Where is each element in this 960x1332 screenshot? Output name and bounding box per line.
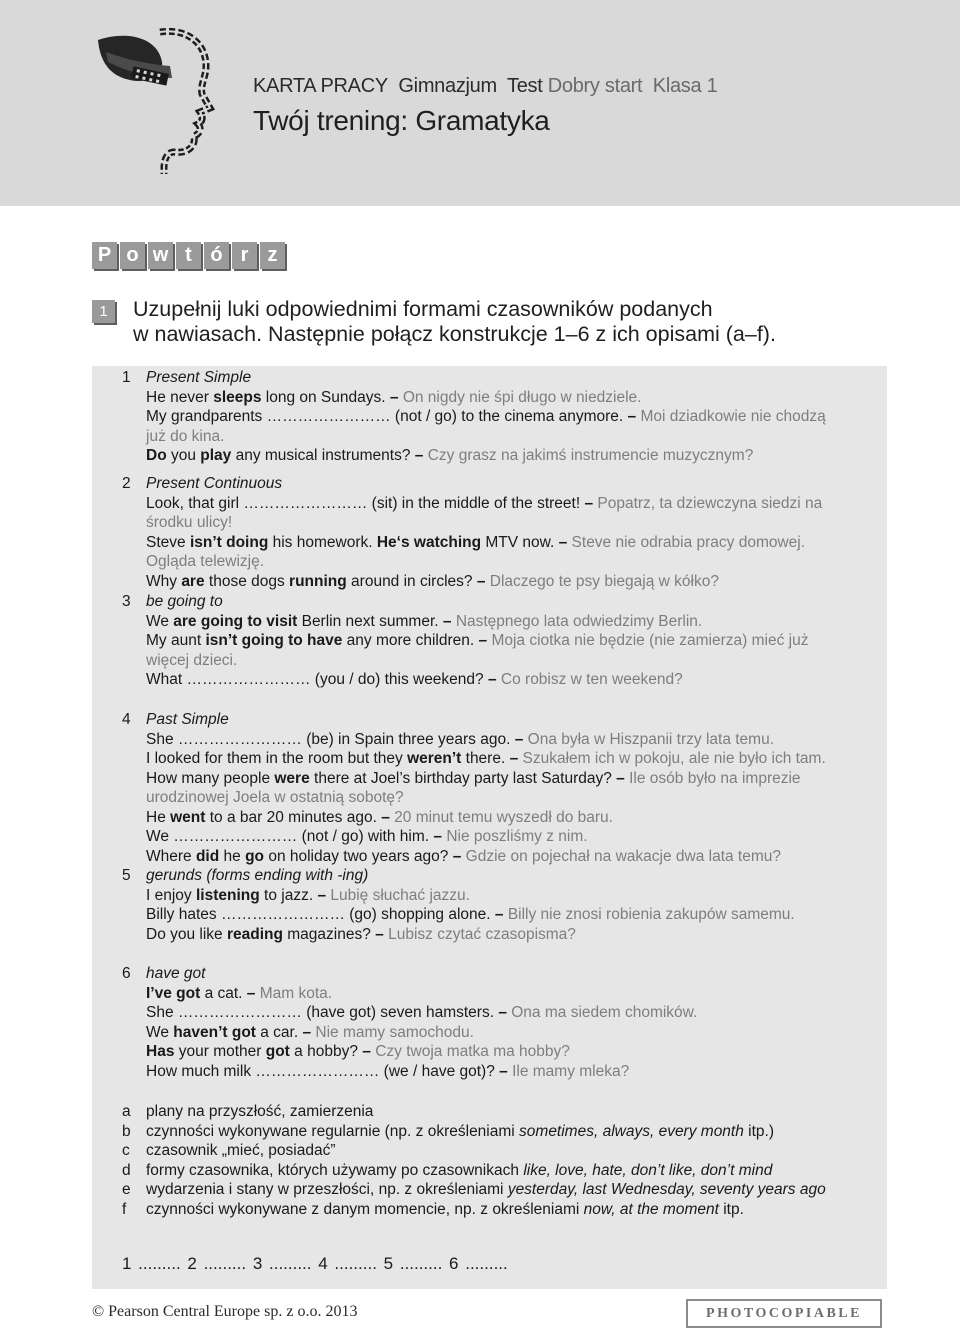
description-fragment: wydarzenia i stany w przeszłości, np. z określeniami xyxy=(146,1181,508,1198)
sentence-text: She …………………… (have got) seven hamsters. xyxy=(146,1004,499,1021)
description-text xyxy=(146,1141,336,1161)
polish-translation: Następnego lata odwiedzimy Berlin. xyxy=(455,612,703,630)
highlighted-verb-form: – xyxy=(452,847,466,865)
sentence-text: any more children. xyxy=(342,632,479,649)
sentence-text: We xyxy=(146,1023,174,1041)
sentence-text: She …………………… (be) in Spain three years ago. xyxy=(146,730,515,748)
highlighted-verb-form: got xyxy=(265,1043,290,1060)
example-sentence-line xyxy=(146,1023,882,1043)
header-band xyxy=(0,0,960,206)
polish-translation: już do kina. xyxy=(146,427,225,445)
description-text xyxy=(146,1180,826,1200)
highlighted-verb-form: sleeps xyxy=(213,388,262,406)
example-sentence-line xyxy=(146,905,882,925)
sentence-text: a car. xyxy=(255,1023,303,1041)
section-title: be going to xyxy=(146,593,223,610)
highlighted-verb-form: – xyxy=(494,906,508,923)
polish-translation: Co robisz w ten weekend? xyxy=(500,671,683,688)
highlighted-verb-form: – xyxy=(558,533,572,551)
exercise-panel xyxy=(92,366,887,1289)
highlighted-verb-form: – xyxy=(514,730,528,748)
section-title: Present Continuous xyxy=(146,475,283,492)
example-sentence-line xyxy=(146,552,882,572)
section-number: 6 xyxy=(122,965,131,982)
highlighted-verb-form: weren’t xyxy=(407,750,462,767)
highlighted-verb-form: – xyxy=(584,494,598,512)
highlighted-verb-form: – xyxy=(442,612,456,630)
section-number: 3 xyxy=(122,593,131,610)
exercise-number-badge: 1 xyxy=(92,300,115,323)
description-letter: f xyxy=(122,1200,127,1218)
polish-translation: On nigdy nie śpi długo w niedziele. xyxy=(402,388,642,406)
highlighted-verb-form: – xyxy=(487,671,501,688)
sentence-text: MTV now. xyxy=(481,533,559,551)
highlighted-verb-form: – xyxy=(414,447,428,464)
sentence-text: Where xyxy=(146,847,196,865)
sentence-text: Berlin next summer. xyxy=(297,612,443,630)
polish-translation: Gdzie on pojechał na wakacje dwa lata temu? xyxy=(465,847,782,865)
highlighted-verb-form: play xyxy=(200,447,232,464)
section-number: 5 xyxy=(122,867,131,884)
description-item xyxy=(122,1161,826,1181)
section-number: 2 xyxy=(122,475,131,492)
polish-translation: środku ulicy! xyxy=(146,514,233,531)
page-title: Twój trening: Gramatyka xyxy=(253,105,550,136)
example-sentence-line xyxy=(146,513,882,533)
time-expression-examples: like, love, hate, don’t like, don’t mind xyxy=(523,1161,773,1179)
highlighted-verb-form: – xyxy=(375,925,389,943)
sentence-text: Look, that girl …………………… (sit) in the middle of the street! xyxy=(146,494,585,512)
polish-translation: Steve nie odrabia pracy domowej. xyxy=(571,533,806,551)
highlighted-verb-form: – xyxy=(389,388,403,406)
highlighted-verb-form: were xyxy=(274,769,310,787)
powtorz-letter-tile: t xyxy=(176,242,201,269)
highlighted-verb-form: haven’t got xyxy=(173,1023,256,1041)
example-sentence-line xyxy=(146,886,882,906)
polish-translation: Lubisz czytać czasopisma? xyxy=(388,925,576,943)
test-label: Test xyxy=(507,75,543,97)
polish-translation: więcej dzieci. xyxy=(146,651,238,669)
time-expression-examples: sometimes, always, every month xyxy=(519,1122,744,1140)
highlighted-verb-form: running xyxy=(289,572,347,590)
description-text xyxy=(146,1122,774,1142)
polish-translation: urodzinowej Joela w ostatnią sobotę? xyxy=(146,789,404,806)
polish-translation: Ile osób było na imprezie xyxy=(629,769,801,787)
highlighted-verb-form: I’ve got xyxy=(146,984,201,1002)
example-sentence-line xyxy=(146,631,882,651)
sentence-text: his homework. xyxy=(268,533,377,551)
sentence-text: there. xyxy=(461,750,510,767)
example-sentence-line xyxy=(146,1003,882,1023)
highlighted-verb-form: – xyxy=(381,808,395,826)
highlighted-verb-form: – xyxy=(302,1023,316,1041)
polish-translation: Moi dziadkowie nie chodzą xyxy=(640,408,826,425)
highlighted-verb-form: – xyxy=(476,572,490,590)
polish-translation: Moja ciotka nie będzie (nie zamierza) mieć już xyxy=(491,632,809,649)
highlighted-verb-form: – xyxy=(362,1043,376,1060)
descriptions-list xyxy=(122,1102,826,1219)
section-title: Past Simple xyxy=(146,711,229,728)
highlighted-verb-form: – xyxy=(433,828,447,845)
sentence-text: a cat. xyxy=(200,984,247,1002)
polish-translation: Mam kota. xyxy=(259,984,333,1002)
sentence-text: he xyxy=(219,847,246,865)
highlighted-verb-form: went xyxy=(170,808,206,826)
sentence-text: on holiday two years ago? xyxy=(264,847,453,865)
description-fragment: czasownik „mieć, posiadać” xyxy=(146,1142,336,1159)
description-letter: a xyxy=(122,1103,131,1120)
powtorz-banner xyxy=(92,242,285,269)
section-title: gerunds (forms ending with -ing) xyxy=(146,867,369,884)
polish-translation: 20 minut temu wyszedł do baru. xyxy=(394,808,613,826)
polish-translation: Billy nie znosi robienia zakupów samemu. xyxy=(507,906,795,923)
powtorz-letter-tile: ó xyxy=(204,242,229,269)
sentence-text: your mother xyxy=(174,1043,266,1060)
time-expression-examples: yesterday, last Wednesday, seventy years ago xyxy=(507,1181,826,1198)
description-letter: b xyxy=(122,1122,131,1140)
sentence-text: long on Sundays. xyxy=(261,388,390,406)
polish-translation: Lubię słuchać jazzu. xyxy=(330,886,470,904)
polish-translation: Nie mamy samochodu. xyxy=(315,1023,474,1041)
description-item xyxy=(122,1141,826,1161)
polish-translation: Ona była w Hiszpanii trzy lata temu. xyxy=(527,730,775,748)
polish-translation: Popatrz, ta dziewczyna siedzi na xyxy=(597,494,823,512)
example-sentence-line xyxy=(146,388,882,408)
sentence-text: Billy hates …………………… (go) shopping alone. xyxy=(146,906,495,923)
school-level-label: Gimnazjum xyxy=(398,75,497,97)
sentence-text: a hobby? xyxy=(289,1043,363,1060)
sentence-text: you xyxy=(166,447,201,464)
sentence-text: How much milk …………………… (we / have got)? xyxy=(146,1062,500,1080)
example-sentence-line xyxy=(146,827,882,847)
highlighted-verb-form: isn’t doing xyxy=(189,533,269,551)
description-letter: e xyxy=(122,1181,131,1198)
section-title: Present Simple xyxy=(146,369,252,386)
highlighted-verb-form: – xyxy=(246,984,260,1002)
sentence-text: What …………………… (you / do) this weekend? xyxy=(146,671,488,688)
highlighted-verb-form: listening xyxy=(195,886,260,904)
example-sentence-line xyxy=(146,1062,882,1082)
highlighted-verb-form: reading xyxy=(226,925,283,943)
worksheet-header-line xyxy=(253,75,717,98)
description-fragment: formy czasownika, których używamy po czasownikach xyxy=(146,1161,524,1179)
description-fragment: itp.) xyxy=(743,1122,775,1140)
sentence-text: Steve xyxy=(146,533,190,551)
time-expression-examples: now, at the moment xyxy=(583,1200,719,1218)
example-sentence-line xyxy=(146,847,882,867)
polish-translation: Czy grasz na jakimś instrumencie muzycznym? xyxy=(427,447,754,464)
example-sentence-line xyxy=(146,808,882,828)
course-name-label: Dobry start xyxy=(547,75,643,97)
example-sentence-line xyxy=(146,427,882,447)
description-item xyxy=(122,1122,826,1142)
highlighted-verb-form: – xyxy=(478,632,492,649)
example-sentence-line xyxy=(146,749,882,769)
example-sentence-line xyxy=(146,925,882,945)
polish-translation: Ona ma siedem chomików. xyxy=(511,1004,698,1021)
highlighted-verb-form: – xyxy=(616,769,630,787)
description-text xyxy=(146,1102,373,1122)
class-label: Klasa 1 xyxy=(652,75,718,97)
highlighted-verb-form: are going to visit xyxy=(173,612,298,630)
highlighted-verb-form: – xyxy=(627,408,641,425)
powtorz-letter-tile: o xyxy=(120,242,145,269)
sentence-text: around in circles? xyxy=(346,572,477,590)
sentence-text: there at Joel’s birthday party last Saturday? xyxy=(309,769,617,787)
sentence-text: My grandparents …………………… (not / go) to the cinema anymore. xyxy=(146,408,628,425)
section-title: have got xyxy=(146,965,206,982)
example-sentence-line xyxy=(146,984,882,1004)
instruction-line: Uzupełnij luki odpowiednimi formami czasowników podanych xyxy=(133,297,713,321)
highlighted-verb-form: He‘s watching xyxy=(376,533,482,551)
exercise-instruction xyxy=(133,297,776,347)
polish-translation: Czy twoja matka ma hobby? xyxy=(375,1043,570,1060)
example-sentence-line xyxy=(146,494,882,514)
sentence-text: those dogs xyxy=(204,572,290,590)
description-item xyxy=(122,1102,826,1122)
description-fragment: plany na przyszłość, zamierzenia xyxy=(146,1103,374,1120)
polish-translation: Ogląda telewizję. xyxy=(146,553,265,570)
sentence-text: I enjoy xyxy=(146,886,196,904)
highlighted-verb-form: – xyxy=(499,1062,513,1080)
example-sentence-line xyxy=(146,612,882,632)
highlighted-verb-form: Has xyxy=(146,1043,175,1060)
description-letter: c xyxy=(122,1142,130,1159)
highlighted-verb-form: isn’t going to have xyxy=(205,632,343,649)
description-fragment: czynności wykonywane z danym momencie, np. z określeniami xyxy=(146,1200,584,1218)
sentence-text: Why xyxy=(146,572,182,590)
sentence-text: How many people xyxy=(146,769,275,787)
polish-translation: Dlaczego te psy biegają w kółko? xyxy=(489,572,719,590)
description-letter: d xyxy=(122,1161,131,1179)
polish-translation: Szukałem ich w pokoju, ale nie było ich tam. xyxy=(522,750,826,767)
copyright-notice: © Pearson Central Europe sp. z o.o. 2013 xyxy=(92,1303,358,1320)
description-item xyxy=(122,1180,826,1200)
highlighted-verb-form: did xyxy=(195,847,220,865)
powtorz-letter-tile: P xyxy=(92,242,117,269)
polish-translation: Nie poszliśmy z nim. xyxy=(446,828,588,845)
photocopiable-stamp: PHOTOCOPIABLE xyxy=(686,1299,882,1328)
sentence-text: magazines? xyxy=(282,925,376,943)
description-item xyxy=(122,1200,826,1220)
description-fragment: itp. xyxy=(718,1200,744,1218)
highlighted-verb-form: are xyxy=(181,572,205,590)
instruction-line: w nawiasach. Następnie połącz konstrukcje 1–6 z ich opisami (a–f). xyxy=(133,322,776,346)
sentence-text: He never xyxy=(146,388,214,406)
sentence-text: I looked for them in the room but they xyxy=(146,750,408,767)
section-number: 1 xyxy=(122,369,131,386)
example-sentence-line xyxy=(146,730,882,750)
highlighted-verb-form: – xyxy=(498,1004,512,1021)
section-number: 4 xyxy=(122,711,131,728)
description-fragment: czynności wykonywane regularnie (np. z określeniami xyxy=(146,1122,520,1140)
highlighted-verb-form: – xyxy=(317,886,331,904)
polish-translation: Ile mamy mleka? xyxy=(512,1062,630,1080)
highlighted-verb-form: go xyxy=(245,847,265,865)
powtorz-letter-tile: w xyxy=(148,242,173,269)
example-sentence-line xyxy=(146,788,882,808)
highlighted-verb-form: Do xyxy=(146,447,167,464)
powtorz-letter-tile: z xyxy=(260,242,285,269)
answer-blanks: 1 ......... 2 ......... 3 ......... 4 ......... 5 ......... 6 ......... xyxy=(122,1254,508,1273)
example-sentence-line xyxy=(146,651,882,671)
example-sentence-line xyxy=(146,572,882,592)
example-sentence-line xyxy=(146,446,882,466)
example-sentence-line xyxy=(146,1042,882,1062)
example-sentence-line xyxy=(146,407,882,427)
description-text xyxy=(146,1200,744,1220)
sentence-text: any musical instruments? xyxy=(231,447,415,464)
sentence-text: He xyxy=(146,808,171,826)
highlighted-verb-form: – xyxy=(509,750,523,767)
example-sentence-line xyxy=(146,533,882,553)
sentence-text: My aunt xyxy=(146,632,206,649)
head-profile-film-logo-icon xyxy=(88,22,218,182)
sentence-text: to a bar 20 minutes ago. xyxy=(205,808,382,826)
sentence-text: to jazz. xyxy=(259,886,318,904)
sentence-text: We …………………… (not / go) with him. xyxy=(146,828,434,845)
powtorz-letter-tile: r xyxy=(232,242,257,269)
sentence-text: Do you like xyxy=(146,925,227,943)
karta-pracy-label: KARTA PRACY xyxy=(253,75,388,97)
example-sentence-line xyxy=(146,670,882,690)
sentence-text: We xyxy=(146,612,174,630)
description-text xyxy=(146,1161,772,1181)
example-sentence-line xyxy=(146,769,882,789)
